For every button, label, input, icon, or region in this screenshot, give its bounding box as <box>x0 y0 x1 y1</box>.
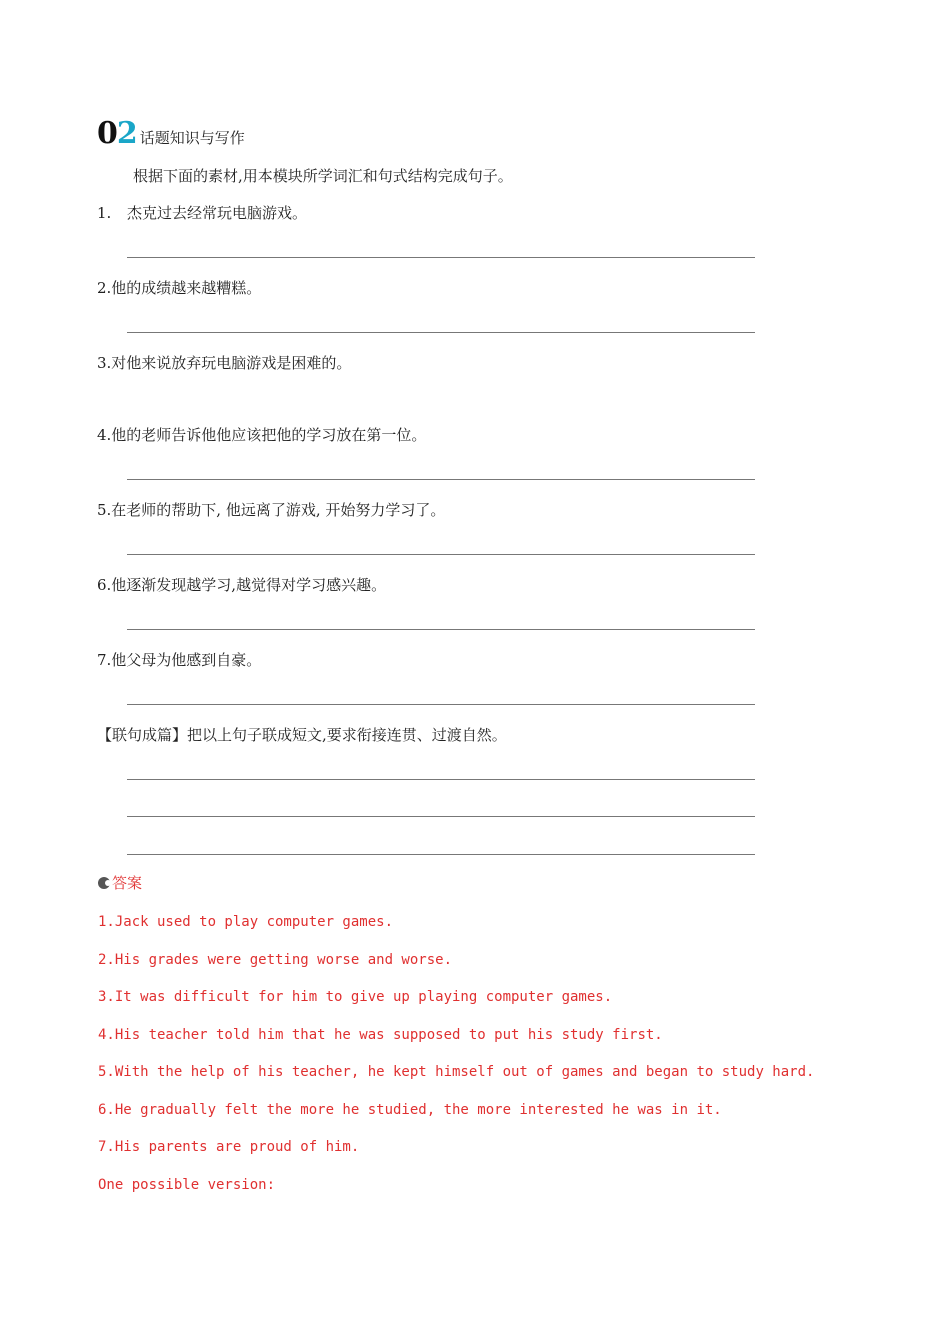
answers-heading <box>98 872 142 893</box>
answer-marker-icon <box>98 877 110 889</box>
composition-instruction: 【联句成篇】把以上句子联成短文,要求衔接连贯、过渡自然。 <box>97 726 507 744</box>
question-2: 2.他的成绩越来越糟糕。 <box>97 279 262 297</box>
question-1 <box>97 203 307 223</box>
answer-6: 6.He gradually felt the more he studied, the more interested he was in it. <box>98 1102 722 1118</box>
section-number-second: 2 <box>116 116 138 151</box>
answer-7: 7.His parents are proud of him. <box>98 1139 360 1155</box>
section-number-first: 0 <box>97 116 117 151</box>
answer-3: 3.It was difficult for him to give up playing computer games. <box>98 989 613 1005</box>
answer-line-7[interactable] <box>127 704 755 705</box>
composition-line-1[interactable] <box>127 779 755 780</box>
answer-5: 5.With the help of his teacher, he kept himself out of games and began to study hard. <box>98 1064 815 1080</box>
question-7: 7.他父母为他感到自豪。 <box>97 651 262 669</box>
answer-2: 2.His grades were getting worse and worse. <box>98 952 453 968</box>
question-1-text: 杰克过去经常玩电脑游戏。 <box>127 204 308 222</box>
question-6: 6.他逐渐发现越学习,越觉得对学习感兴趣。 <box>97 576 387 594</box>
question-5: 5.在老师的帮助下, 他远离了游戏, 开始努力学习了。 <box>97 501 446 519</box>
answer-version-label: One possible version: <box>98 1177 276 1193</box>
question-3: 3.对他来说放弃玩电脑游戏是困难的。 <box>97 354 352 372</box>
answer-line-4[interactable] <box>127 479 755 480</box>
section-heading <box>97 116 245 156</box>
composition-line-3[interactable] <box>127 854 755 855</box>
composition-line-2[interactable] <box>127 816 755 817</box>
section-title: 话题知识与写作 <box>139 129 245 147</box>
answer-line-5[interactable] <box>127 554 755 555</box>
answers-heading-text: 答案 <box>112 874 143 892</box>
question-1-number: 1. <box>97 204 112 222</box>
answer-line-6[interactable] <box>127 629 755 630</box>
instruction-text: 根据下面的素材,用本模块所学词汇和句式结构完成句子。 <box>133 167 513 185</box>
answer-line-2[interactable] <box>127 332 755 333</box>
answer-1: 1.Jack used to play computer games. <box>98 914 394 930</box>
question-4: 4.他的老师告诉他他应该把他的学习放在第一位。 <box>97 426 427 444</box>
answer-line-1[interactable] <box>127 257 755 258</box>
answer-4: 4.His teacher told him that he was supposed to put his study first. <box>98 1027 663 1043</box>
